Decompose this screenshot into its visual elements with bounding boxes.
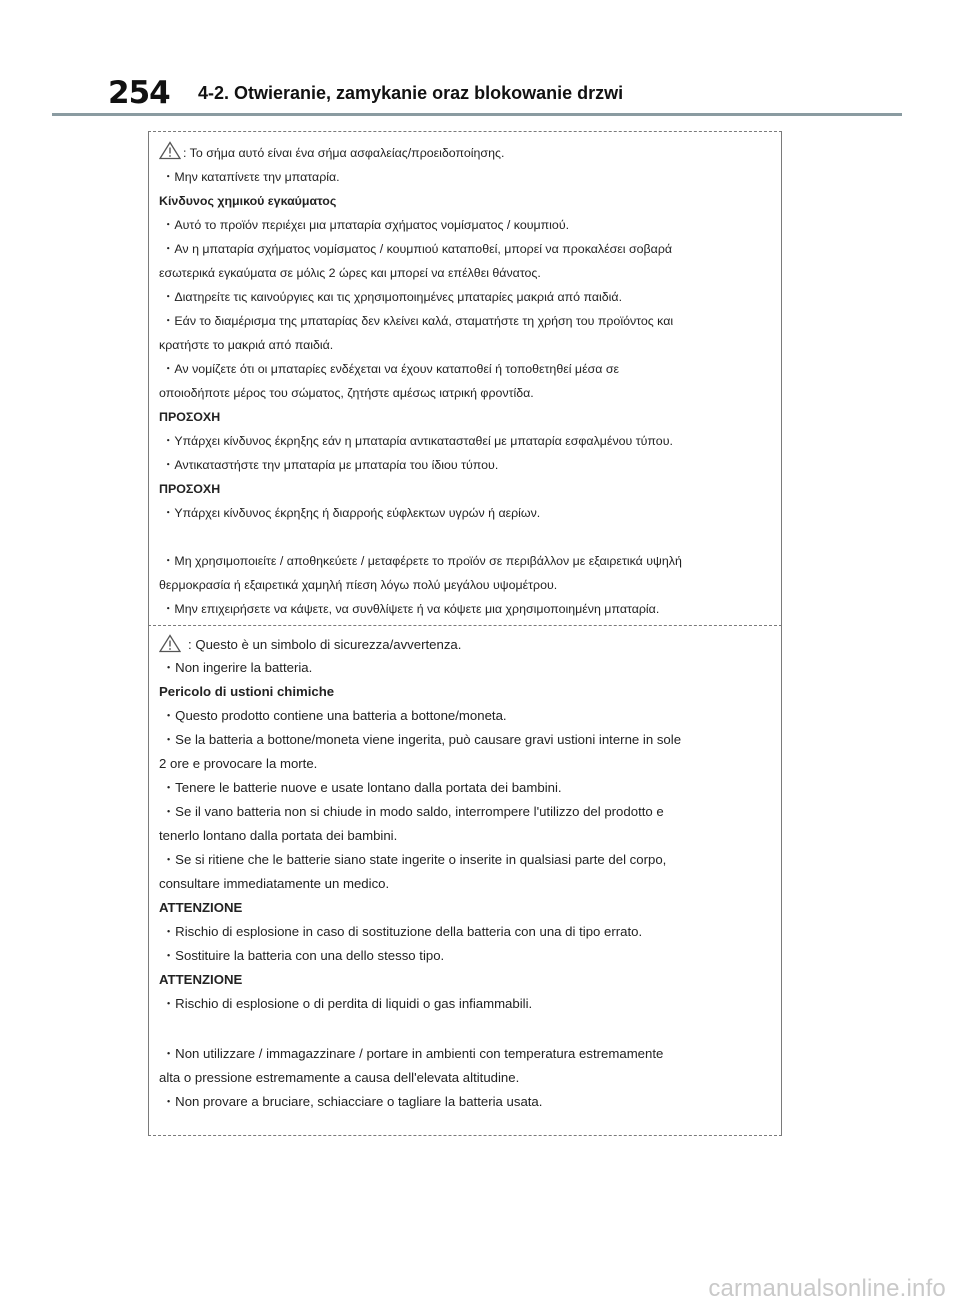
italian-line: ・Rischio di esplosione in caso di sostituzione della batteria con una di tipo errato. [162, 924, 643, 939]
italian-line: alta o pressione estremamente a causa dell'elevata altitudine. [159, 1070, 520, 1085]
header-rule [52, 113, 902, 116]
greek-warning-box [148, 131, 782, 625]
greek-heading: Κίνδυνος χημικού εγκαύματος [159, 194, 337, 208]
greek-line: ・Αντικαταστήστε την μπαταρία με μπαταρία του ίδιου τύπου. [162, 458, 499, 472]
greek-heading: ΠΡΟΣΟΧΗ [159, 482, 221, 496]
italian-line: ・Se il vano batteria non si chiude in modo saldo, interrompere l'utilizzo del prodotto e [162, 804, 664, 819]
warning-triangle-icon [159, 634, 181, 653]
greek-line: κρατήστε το μακριά από παιδιά. [159, 338, 334, 352]
greek-line: ・Εάν το διαμέρισμα της μπαταρίας δεν κλείνει καλά, σταματήστε τη χρήση του προϊόντος και [162, 314, 674, 328]
greek-line: εσωτερικά εγκαύματα σε μόλις 2 ώρες και μπορεί να επέλθει θάνατος. [159, 266, 541, 280]
italian-line: ・Non utilizzare / immagazzinare / portare in ambienti con temperatura estremamente [162, 1046, 664, 1061]
italian-line: ・Tenere le batterie nuove e usate lontano dalla portata dei bambini. [162, 780, 562, 795]
italian-line: ・Se si ritiene che le batterie siano state ingerite o inserite in qualsiasi parte del corpo, [162, 852, 667, 867]
italian-line: consultare immediatamente un medico. [159, 876, 390, 891]
italian-line: ・Non ingerire la batteria. [162, 660, 313, 675]
page-header [0, 0, 960, 118]
italian-line: 2 ore e provocare la morte. [159, 756, 318, 771]
italian-line: ・Sostituire la batteria con una dello stesso tipo. [162, 948, 445, 963]
warning-triangle-icon [159, 141, 181, 160]
italian-line: tenerlo lontano dalla portata dei bambini. [159, 828, 398, 843]
greek-line: ・Διατηρείτε τις καινούργιες και τις χρησιμοποιημένες μπαταρίες μακριά από παιδιά. [162, 290, 623, 304]
greek-line: ・Μη χρησιμοποιείτε / αποθηκεύετε / μεταφέρετε το προϊόν σε περιβάλλον με εξαιρετικά υψηλή [162, 554, 682, 568]
watermark: carmanualsonline.info [708, 1275, 946, 1302]
greek-line: ・Υπάρχει κίνδυνος έκρηξης εάν η μπαταρία αντικατασταθεί με μπαταρία εσφαλμένου τύπου. [162, 434, 673, 448]
italian-line: ・Se la batteria a bottone/moneta viene ingerita, può causare gravi ustioni interne in sole [162, 732, 682, 747]
italian-heading: ATTENZIONE [159, 900, 243, 915]
page-number: 254 [108, 75, 170, 111]
italian-symbol-text: : Questo è un simbolo di sicurezza/avvertenza. [188, 637, 462, 652]
section-title: 4-2. Otwieranie, zamykanie oraz blokowanie drzwi [198, 83, 624, 103]
greek-line: ・Μην επιχειρήσετε να κάψετε, να συνθλίψετε ή να κόψετε μια χρησιμοποιημένη μπαταρία. [162, 602, 660, 616]
greek-line: ・Μην καταπίνετε την μπαταρία. [162, 170, 340, 184]
italian-heading: Pericolo di ustioni chimiche [159, 684, 335, 699]
greek-line: ・Υπάρχει κίνδυνος έκρηξης ή διαρροής εύφλεκτων υγρών ή αερίων. [162, 506, 541, 520]
greek-heading: ΠΡΟΣΟΧΗ [159, 410, 221, 424]
greek-line: ・Αν νομίζετε ότι οι μπαταρίες ενδέχεται να έχουν καταποθεί ή τοποθετηθεί μέσα σε [162, 362, 620, 376]
italian-warning-box [148, 625, 782, 1136]
greek-symbol-text: : Το σήμα αυτό είναι ένα σήμα ασφαλείας/προειδοποίησης. [183, 146, 505, 160]
greek-line: οποιοδήποτε μέρος του σώματος, ζητήστε αμέσως ιατρική φροντίδα. [159, 386, 534, 400]
greek-line: ・Αν η μπαταρία σχήματος νομίσματος / κουμπιού καταποθεί, μπορεί να προκαλέσει σοβαρά [162, 242, 673, 256]
italian-heading: ATTENZIONE [159, 972, 243, 987]
greek-line: ・Αυτό το προϊόν περιέχει μια μπαταρία σχήματος νομίσματος / κουμπιού. [162, 218, 570, 232]
italian-line: ・Rischio di esplosione o di perdita di liquidi o gas infiammabili. [162, 996, 533, 1011]
greek-line: θερμοκρασία ή εξαιρετικά χαμηλή πίεση λόγω πολύ μεγάλου υψομέτρου. [159, 578, 558, 592]
italian-line: ・Non provare a bruciare, schiacciare o tagliare la batteria usata. [162, 1094, 543, 1109]
italian-line: ・Questo prodotto contiene una batteria a bottone/moneta. [162, 708, 507, 723]
